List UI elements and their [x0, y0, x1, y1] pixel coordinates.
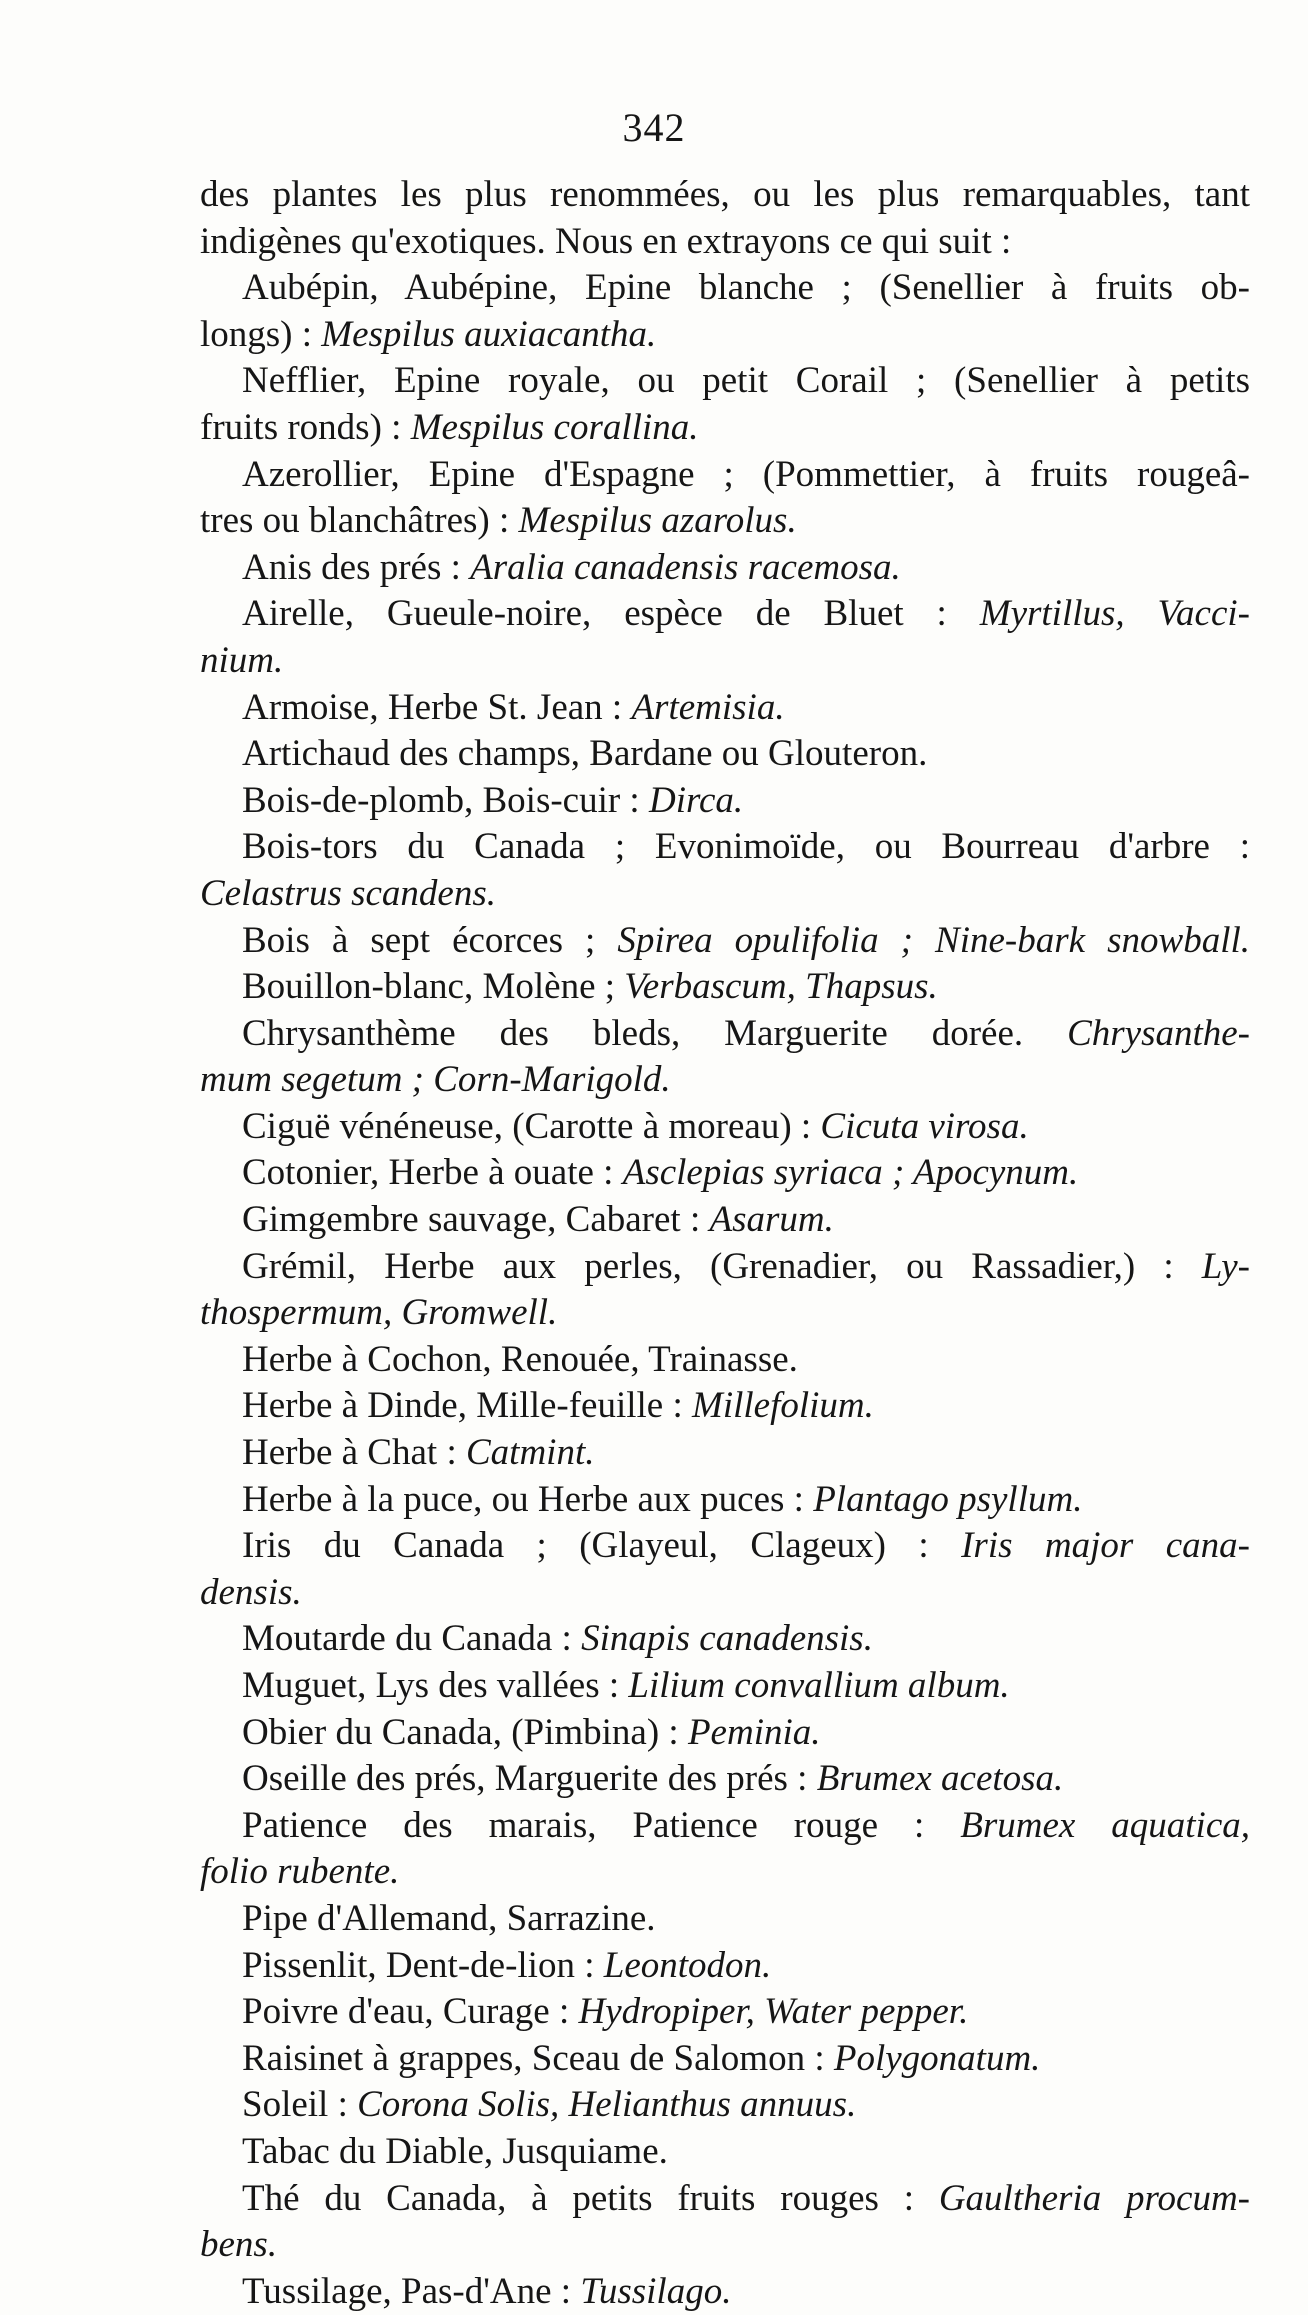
- common-name: Aubépin, Aubépine, Epine blanche ; (Senellier à fruits ob-: [242, 267, 1250, 309]
- text-line: [200, 1849, 1250, 1896]
- botanical-name: folio rubente.: [200, 1851, 400, 1893]
- botanical-name: Corona Solis, Helianthus annuus.: [357, 2084, 857, 2126]
- botanical-name: Hydropiper, Water pepper.: [578, 1991, 969, 2033]
- text-line: [200, 1104, 1250, 1151]
- common-name: Bois-de-plomb, Bois-cuir :: [242, 779, 649, 821]
- botanical-name: Mespilus corallina.: [410, 406, 699, 448]
- text-line: [200, 1803, 1250, 1850]
- text-line: [200, 1663, 1250, 1710]
- text-line: [200, 1057, 1250, 1104]
- common-name: Anis des prés :: [242, 546, 471, 588]
- text-line: [200, 265, 1250, 312]
- text-line: [200, 1896, 1250, 1943]
- botanical-name: Ly-: [1201, 1245, 1250, 1287]
- common-name: Cotonier, Herbe à ouate :: [242, 1152, 623, 1194]
- botanical-name: Millefolium.: [692, 1385, 874, 1427]
- botanical-name: Mespilus azarolus.: [518, 500, 797, 542]
- text-line: [200, 1430, 1250, 1477]
- common-name: fruits ronds) :: [200, 406, 411, 448]
- botanical-name: Myrtillus, Vacci-: [979, 593, 1251, 635]
- text-line: [200, 172, 1250, 219]
- text-line: [200, 1011, 1250, 1058]
- text-line: [200, 731, 1250, 778]
- common-name: Patience des marais, Patience rouge :: [242, 1804, 961, 1846]
- botanical-name: bens.: [200, 2224, 278, 2266]
- common-name: Airelle, Gueule-noire, espèce de Bluet :: [242, 593, 980, 635]
- text-line: [200, 1710, 1250, 1757]
- botanical-name: Asclepias syriaca ; Apocynum.: [622, 1152, 1079, 1194]
- common-name: Ciguë vénéneuse, (Carotte à moreau) :: [242, 1105, 821, 1147]
- text-line: [200, 2036, 1250, 2083]
- page-number: 342: [622, 105, 686, 150]
- text-line: [200, 2082, 1250, 2129]
- text-line: [200, 591, 1250, 638]
- text-line: [200, 1756, 1250, 1803]
- botanical-name: Iris major cana-: [961, 1525, 1250, 1567]
- common-name: indigènes qu'exotiques. Nous en extrayons ce qui suit :: [200, 220, 1012, 262]
- common-name: Tabac du Diable, Jusquiame.: [242, 2130, 668, 2172]
- common-name: Tussilage, Pas-d'Ane :: [242, 2270, 581, 2312]
- botanical-name: Aralia canadensis racemosa.: [470, 546, 901, 588]
- common-name: Azerollier, Epine d'Espagne ; (Pommettier, à fruits rougeâ-: [242, 453, 1250, 495]
- text-line: [200, 918, 1250, 965]
- common-name: Raisinet à grappes, Sceau de Salomon :: [242, 2037, 834, 2079]
- common-name: Bois-tors du Canada ; Evonimoïde, ou Bourreau d'arbre :: [242, 826, 1250, 868]
- botanical-name: Sinapis canadensis.: [581, 1618, 873, 1660]
- botanical-name: Mespilus auxiacantha.: [321, 313, 657, 355]
- text-line: [200, 405, 1250, 452]
- plant-list-text: [200, 172, 1250, 2315]
- common-name: Artichaud des champs, Bardane ou Glouteron.: [242, 733, 928, 775]
- botanical-name: thospermum, Gromwell.: [200, 1292, 558, 1334]
- botanical-name: densis.: [200, 1571, 302, 1613]
- text-line: [200, 638, 1250, 685]
- text-line: [200, 1616, 1250, 1663]
- text-line: [200, 545, 1250, 592]
- common-name: Herbe à la puce, ou Herbe aux puces :: [242, 1478, 814, 1520]
- text-line: [200, 685, 1250, 732]
- common-name: Chrysanthème des bleds, Marguerite dorée.: [242, 1012, 1068, 1054]
- common-name: Grémil, Herbe aux perles, (Grenadier, ou Rassadier,) :: [242, 1245, 1202, 1287]
- text-line: [200, 1989, 1250, 2036]
- botanical-name: nium.: [200, 639, 284, 681]
- botanical-name: Asarum.: [709, 1199, 834, 1241]
- botanical-name: Celastrus scandens.: [200, 872, 496, 914]
- botanical-name: Dirca.: [648, 779, 744, 821]
- common-name: Soleil :: [242, 2084, 358, 2126]
- common-name: tres ou blanchâtres) :: [200, 500, 519, 542]
- botanical-name: Artemisia.: [631, 686, 785, 728]
- text-line: [200, 964, 1250, 1011]
- botanical-name: Polygonatum.: [833, 2037, 1041, 2079]
- common-name: Herbe à Chat :: [242, 1432, 466, 1474]
- botanical-name: Catmint.: [465, 1432, 595, 1474]
- botanical-name: Leontodon.: [603, 1944, 772, 1986]
- text-line: [200, 312, 1250, 359]
- common-name: Oseille des prés, Marguerite des prés :: [242, 1758, 817, 1800]
- botanical-name: Tussilago.: [580, 2270, 732, 2312]
- common-name: des plantes les plus renommées, ou les plus remarquables, tant: [200, 174, 1250, 215]
- common-name: Thé du Canada, à petits fruits rouges :: [242, 2177, 939, 2219]
- text-line: [200, 1477, 1250, 1524]
- botanical-name: Lilium convallium album.: [628, 1665, 1010, 1706]
- text-line: [200, 824, 1250, 871]
- common-name: Bouillon-blanc, Molène ;: [242, 966, 625, 1008]
- text-line: [200, 1290, 1250, 1337]
- text-line: [200, 1244, 1250, 1291]
- botanical-name: Verbascum, Thapsus.: [624, 966, 938, 1008]
- common-name: Obier du Canada, (Pimbina) :: [242, 1711, 688, 1753]
- common-name: Muguet, Lys des vallées :: [242, 1665, 629, 1706]
- common-name: Bois à sept écorces ;: [242, 919, 618, 961]
- text-line: [200, 2269, 1250, 2315]
- text-line: [200, 2129, 1250, 2176]
- common-name: Gimgembre sauvage, Cabaret :: [242, 1199, 710, 1241]
- botanical-name: Brumex acetosa.: [816, 1758, 1064, 1800]
- botanical-name: Brumex aquatica,: [960, 1804, 1251, 1846]
- common-name: longs) :: [200, 313, 322, 355]
- common-name: Iris du Canada ; (Glayeul, Clageux) :: [242, 1525, 962, 1567]
- text-line: [200, 358, 1250, 405]
- text-line: [200, 498, 1250, 545]
- text-line: [200, 2222, 1250, 2269]
- botanical-name: Peminia.: [687, 1711, 821, 1753]
- common-name: Poivre d'eau, Curage :: [242, 1991, 579, 2033]
- text-line: [200, 778, 1250, 825]
- text-line: [200, 1570, 1250, 1617]
- text-line: [200, 219, 1250, 266]
- text-line: [200, 1523, 1250, 1570]
- common-name: Pissenlit, Dent-de-lion :: [242, 1944, 604, 1986]
- botanical-name: Gaultheria procum-: [938, 2177, 1250, 2219]
- common-name: Armoise, Herbe St. Jean :: [242, 686, 632, 728]
- common-name: Nefflier, Epine royale, ou petit Corail ; (Senellier à petits: [242, 360, 1250, 402]
- text-line: [200, 452, 1250, 499]
- botanical-name: Cicuta virosa.: [820, 1105, 1029, 1147]
- botanical-name: Plantago psyllum.: [813, 1478, 1083, 1520]
- common-name: Herbe à Cochon, Renouée, Trainasse.: [242, 1338, 798, 1380]
- text-line: [200, 1943, 1250, 1990]
- common-name: Herbe à Dinde, Mille-feuille :: [242, 1385, 692, 1427]
- botanical-name: Spirea opulifolia ; Nine-bark snowball.: [617, 919, 1250, 961]
- text-line: [200, 871, 1250, 918]
- botanical-name: mum segetum ; Corn-Marigold.: [200, 1059, 671, 1101]
- text-line: [200, 1197, 1250, 1244]
- text-line: [200, 1337, 1250, 1384]
- common-name: Pipe d'Allemand, Sarrazine.: [242, 1897, 656, 1939]
- common-name: Moutarde du Canada :: [242, 1618, 582, 1660]
- text-line: [200, 2176, 1250, 2223]
- text-line: [200, 1383, 1250, 1430]
- botanical-name: Chrysanthe-: [1067, 1012, 1250, 1054]
- text-line: [200, 1150, 1250, 1197]
